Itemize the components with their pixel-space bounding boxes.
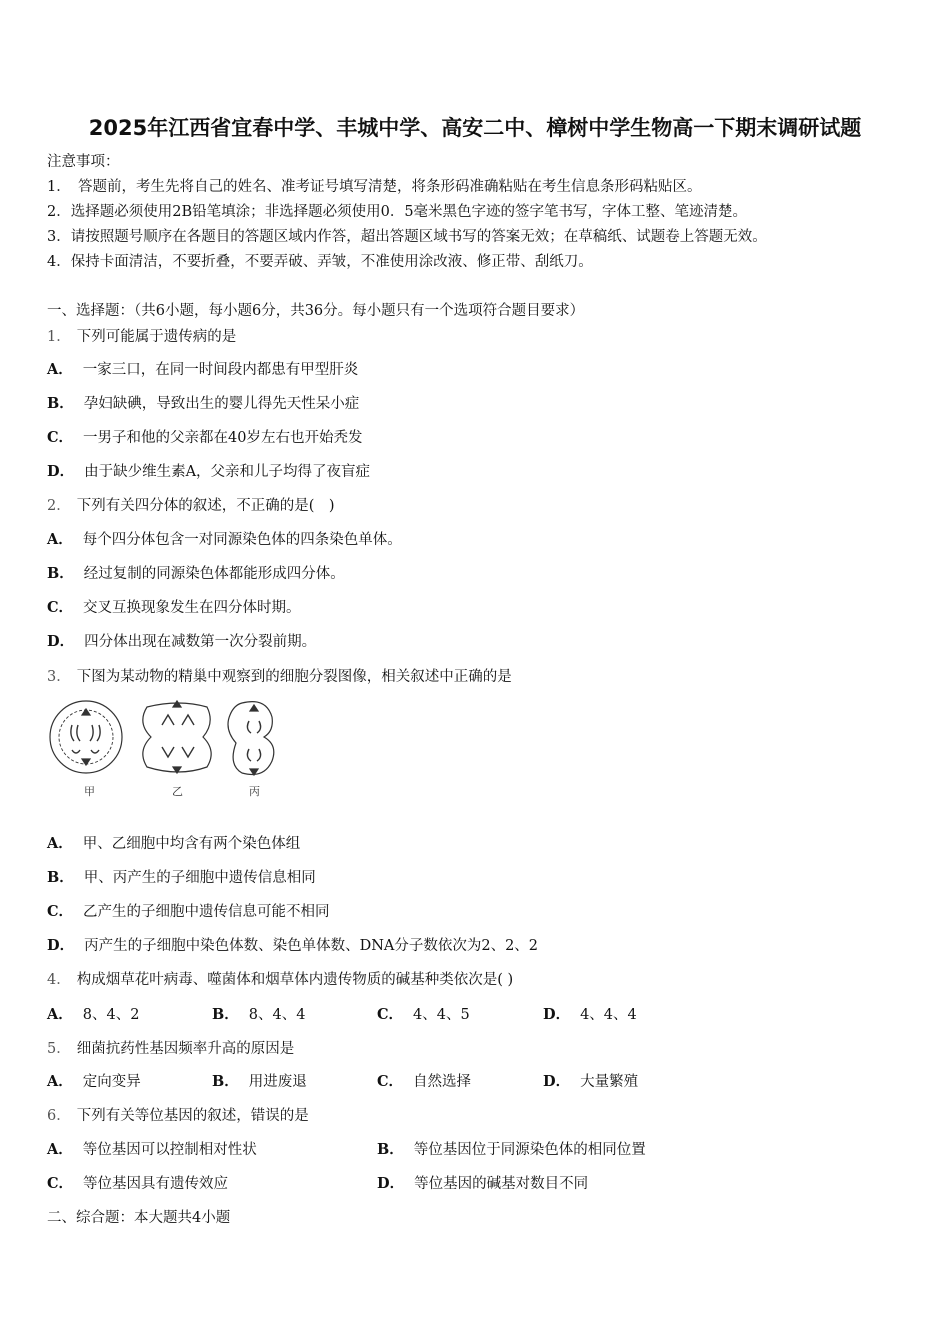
option-text: 交叉互换现象发生在四分体时期。 xyxy=(83,600,301,616)
option-letter: B． xyxy=(377,1141,404,1158)
option-letter: B． xyxy=(212,1006,239,1023)
question-stem: 下列有关四分体的叙述，不正确的是( ) xyxy=(76,498,335,514)
option-letter: A． xyxy=(47,531,73,548)
q4-option-c xyxy=(377,1005,470,1025)
q3-option-a xyxy=(47,834,300,854)
option-text: 甲、丙产生的子细胞中遗传信息相同 xyxy=(83,870,316,886)
option-letter: D． xyxy=(377,1175,405,1192)
option-text: 乙产生的子细胞中遗传信息可能不相同 xyxy=(83,904,330,920)
q3-option-b xyxy=(47,868,316,888)
option-text: 由于缺少维生素A，父亲和儿子均得了夜盲症 xyxy=(84,464,371,480)
option-text: 丙产生的子细胞中染色体数、染色单体数、DNA分子数依次为2、2、2 xyxy=(84,938,539,954)
option-text: 每个四分体包含一对同源染色体的四条染色单体。 xyxy=(82,532,402,548)
option-text: 大量繁殖 xyxy=(580,1074,639,1090)
option-letter: D． xyxy=(47,463,75,480)
question-1 xyxy=(47,327,236,347)
option-letter: D． xyxy=(47,633,75,650)
cell-division-figure xyxy=(44,695,294,805)
question-number: 4． xyxy=(47,972,71,988)
option-letter: B． xyxy=(47,869,74,886)
option-letter: C． xyxy=(377,1006,404,1023)
question-4 xyxy=(47,970,513,990)
option-letter: C． xyxy=(47,1175,74,1192)
question-stem: 下列有关等位基因的叙述，错误的是 xyxy=(76,1108,309,1124)
q1-option-d xyxy=(47,462,370,482)
question-5 xyxy=(47,1039,294,1059)
note-item-1: 1． 答题前，考生先将自己的姓名、准考证号填写清楚，将条形码准确粘贴在考生信息条形码粘贴区。 xyxy=(47,179,702,195)
option-text: 等位基因可以控制相对性状 xyxy=(82,1142,257,1158)
note-item-2: 2．选择题必须使用2B铅笔填涂；非选择题必须使用0．5毫米黑色字迹的签字笔书写，字体工整、笔迹清楚。 xyxy=(47,204,748,220)
option-text: 自然选择 xyxy=(413,1074,472,1090)
q6-option-b xyxy=(377,1140,646,1160)
option-text: 等位基因具有遗传效应 xyxy=(83,1176,229,1192)
question-6 xyxy=(47,1106,309,1126)
section-2-heading: 二、综合题：本大题共4小题 xyxy=(47,1210,231,1226)
option-letter: A． xyxy=(47,1006,73,1023)
q4-option-a xyxy=(47,1005,139,1025)
option-text: 8、4、2 xyxy=(82,1007,140,1023)
option-text: 甲、乙细胞中均含有两个染色体组 xyxy=(82,836,301,852)
question-number: 3． xyxy=(47,669,71,685)
option-text: 4、4、5 xyxy=(413,1007,470,1023)
note-item-3: 3．请按照题号顺序在各题目的答题区域内作答，超出答题区域书写的答案无效；在草稿纸、试题卷上答题无效。 xyxy=(47,229,767,245)
figure-label-yi: 乙 xyxy=(172,785,183,798)
q5-option-d xyxy=(543,1072,638,1092)
q2-option-d xyxy=(47,632,316,652)
option-letter: A． xyxy=(47,1073,73,1090)
q6-option-d xyxy=(377,1174,588,1194)
option-letter: D． xyxy=(47,937,75,954)
q1-option-c xyxy=(47,428,363,448)
q2-option-a xyxy=(47,530,402,550)
q3-option-d xyxy=(47,936,538,956)
q5-option-b xyxy=(212,1072,307,1092)
option-text: 孕妇缺碘，导致出生的婴儿得先天性呆小症 xyxy=(83,396,360,412)
question-2 xyxy=(47,496,335,516)
question-number: 1． xyxy=(47,329,71,345)
figure-label-bing: 丙 xyxy=(249,785,260,798)
option-letter: A． xyxy=(47,361,73,378)
q5-option-c xyxy=(377,1072,471,1092)
option-letter: B． xyxy=(47,565,74,582)
cell-bing xyxy=(228,702,274,775)
option-text: 等位基因的碱基对数目不同 xyxy=(414,1176,589,1192)
option-text: 一家三口，在同一时间段内都患有甲型肝炎 xyxy=(82,362,359,378)
option-letter: B． xyxy=(47,395,74,412)
option-text: 定向变异 xyxy=(82,1074,141,1090)
option-letter: A． xyxy=(47,835,73,852)
question-stem: 下列可能属于遗传病的是 xyxy=(76,329,237,345)
cell-yi xyxy=(143,701,211,773)
q4-option-b xyxy=(212,1005,305,1025)
question-stem: 细菌抗药性基因频率升高的原因是 xyxy=(76,1041,295,1057)
option-text: 经过复制的同源染色体都能形成四分体。 xyxy=(83,566,345,582)
q2-option-c xyxy=(47,598,301,618)
option-text: 4、4、4 xyxy=(580,1007,637,1023)
question-number: 5． xyxy=(47,1041,71,1057)
question-3 xyxy=(47,667,512,687)
option-text: 8、4、4 xyxy=(248,1007,306,1023)
option-letter: A． xyxy=(47,1141,73,1158)
question-number: 2． xyxy=(47,498,71,514)
option-text: 四分体出现在减数第一次分裂前期。 xyxy=(84,634,317,650)
option-letter: C． xyxy=(47,599,74,616)
q6-option-a xyxy=(47,1140,257,1160)
q3-option-c xyxy=(47,902,330,922)
option-letter: D． xyxy=(543,1006,571,1023)
option-text: 一男子和他的父亲都在40岁左右也开始秃发 xyxy=(83,430,363,446)
q5-option-a xyxy=(47,1072,141,1092)
option-letter: C． xyxy=(47,903,74,920)
option-text: 用进废退 xyxy=(248,1074,307,1090)
question-stem: 构成烟草花叶病毒、噬菌体和烟草体内遗传物质的碱基种类依次是( ) xyxy=(76,972,514,988)
option-letter: C． xyxy=(377,1073,404,1090)
q2-option-b xyxy=(47,564,345,584)
option-letter: C． xyxy=(47,429,74,446)
figure-label-jia: 甲 xyxy=(84,785,95,798)
notes-heading: 注意事项： xyxy=(47,154,120,170)
section-1-heading: 一、选择题：（共6小题，每小题6分，共36分。每小题只有一个选项符合题目要求） xyxy=(47,303,585,319)
option-letter: D． xyxy=(543,1073,571,1090)
q1-option-b xyxy=(47,394,359,414)
option-text: 等位基因位于同源染色体的相同位置 xyxy=(413,1142,646,1158)
q6-option-c xyxy=(47,1174,228,1194)
question-number: 6． xyxy=(47,1108,71,1124)
option-letter: B． xyxy=(212,1073,239,1090)
q4-option-d xyxy=(543,1005,637,1025)
q1-option-a xyxy=(47,360,358,380)
cell-jia xyxy=(50,701,122,773)
exam-title: 2025年江西省宜春中学、丰城中学、高安二中、樟树中学生物高一下期末调研试题 xyxy=(88,116,862,140)
question-stem: 下图为某动物的精巢中观察到的细胞分裂图像，相关叙述中正确的是 xyxy=(76,669,512,685)
note-item-4: 4．保持卡面清洁，不要折叠，不要弄破、弄皱，不准使用涂改液、修正带、刮纸刀。 xyxy=(47,254,593,270)
